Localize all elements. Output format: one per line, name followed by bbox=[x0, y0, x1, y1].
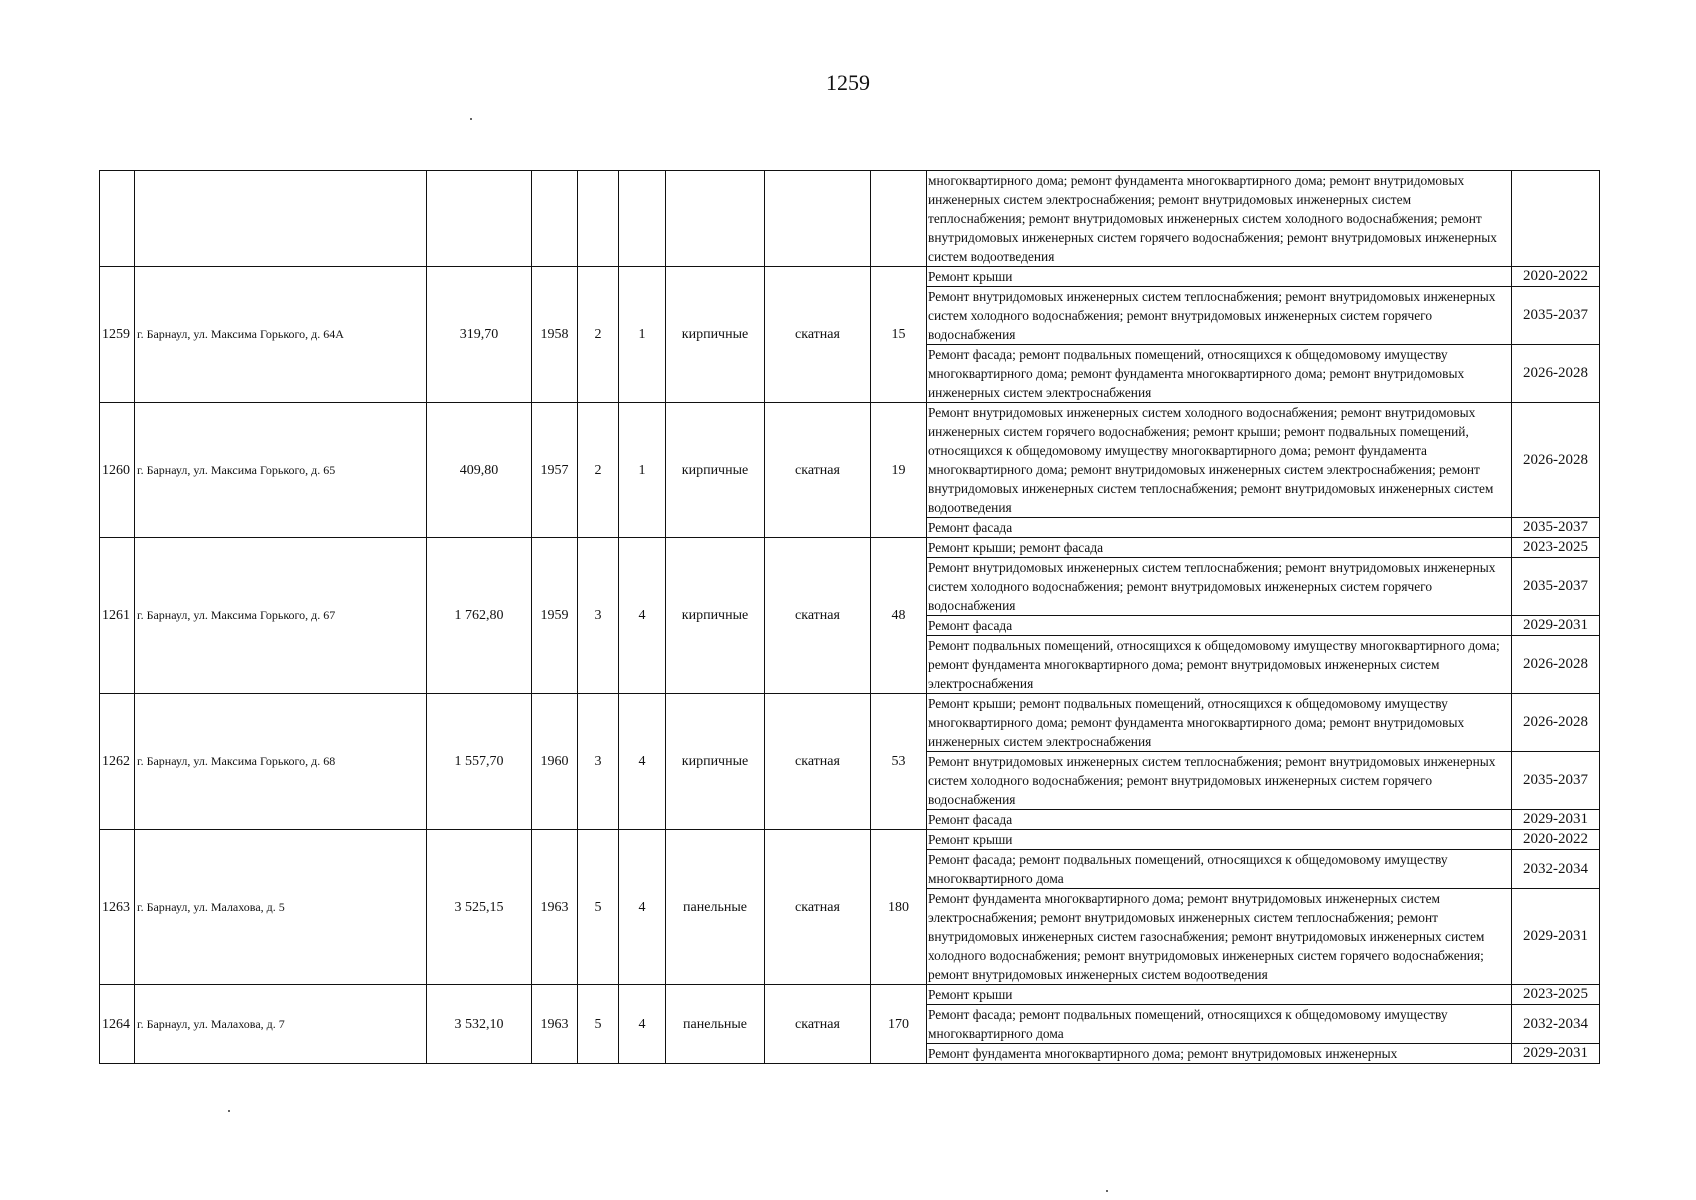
work-period-cell: 2026-2028 bbox=[1512, 345, 1600, 403]
wall-material-cell: кирпичные bbox=[666, 538, 765, 694]
work-period-cell: 2023-2025 bbox=[1512, 985, 1600, 1005]
floors-cell: 3 bbox=[578, 538, 619, 694]
scan-speck bbox=[1106, 1190, 1108, 1192]
work-period-cell bbox=[1512, 171, 1600, 267]
house-number-cell: 1263 bbox=[100, 830, 135, 985]
year-cell: 1959 bbox=[532, 538, 578, 694]
work-description-cell: Ремонт подвальных помещений, относящихся к общедомовому имуществу многоквартирного дома; ремонт фундамента многоквартирного дома; ремонт внутридомовых инженерных систем электроснабжения bbox=[927, 636, 1512, 694]
area-cell bbox=[427, 171, 532, 267]
wall-material-cell: кирпичные bbox=[666, 694, 765, 830]
work-description-cell: Ремонт внутридомовых инженерных систем теплоснабжения; ремонт внутридомовых инженерных систем холодного водоснабжения; ремонт внутридомовых инженерных систем горячего водоснабжения bbox=[927, 287, 1512, 345]
work-description-cell: Ремонт фасада bbox=[927, 616, 1512, 636]
area-cell: 3 525,15 bbox=[427, 830, 532, 985]
table-row bbox=[100, 403, 1600, 518]
entrances-cell: 4 bbox=[619, 830, 666, 985]
floors-cell: 5 bbox=[578, 985, 619, 1064]
residents-cell: 48 bbox=[871, 538, 927, 694]
address-cell bbox=[135, 171, 427, 267]
work-period-cell: 2020-2022 bbox=[1512, 267, 1600, 287]
table-row bbox=[100, 538, 1600, 558]
roof-type-cell: скатная bbox=[765, 538, 871, 694]
area-cell: 409,80 bbox=[427, 403, 532, 538]
house-number-cell: 1261 bbox=[100, 538, 135, 694]
house-number-cell: 1264 bbox=[100, 985, 135, 1064]
residents-cell: 53 bbox=[871, 694, 927, 830]
address-cell: г. Барнаул, ул. Малахова, д. 5 bbox=[135, 830, 427, 985]
area-cell: 3 532,10 bbox=[427, 985, 532, 1064]
work-description-cell: Ремонт внутридомовых инженерных систем теплоснабжения; ремонт внутридомовых инженерных систем холодного водоснабжения; ремонт внутридомовых инженерных систем горячего водоснабжения bbox=[927, 752, 1512, 810]
year-cell: 1960 bbox=[532, 694, 578, 830]
work-period-cell: 2035-2037 bbox=[1512, 518, 1600, 538]
entrances-cell: 1 bbox=[619, 267, 666, 403]
house-number-cell: 1259 bbox=[100, 267, 135, 403]
year-cell: 1957 bbox=[532, 403, 578, 538]
address-cell: г. Барнаул, ул. Максима Горького, д. 68 bbox=[135, 694, 427, 830]
floors-cell: 3 bbox=[578, 694, 619, 830]
table-row bbox=[100, 694, 1600, 752]
year-cell bbox=[532, 171, 578, 267]
page-number: 1259 bbox=[826, 70, 870, 95]
work-description-cell: Ремонт крыши; ремонт фасада bbox=[927, 538, 1512, 558]
work-period-cell: 2026-2028 bbox=[1512, 636, 1600, 694]
wall-material-cell: кирпичные bbox=[666, 403, 765, 538]
address-cell: г. Барнаул, ул. Максима Горького, д. 64А bbox=[135, 267, 427, 403]
year-cell: 1958 bbox=[532, 267, 578, 403]
wall-material-cell: панельные bbox=[666, 830, 765, 985]
residents-cell: 180 bbox=[871, 830, 927, 985]
roof-type-cell: скатная bbox=[765, 985, 871, 1064]
work-description-cell: Ремонт внутридомовых инженерных систем холодного водоснабжения; ремонт внутридомовых инженерных систем горячего водоснабжения; ремонт крыши; ремонт подвальных помещений, относящихся к общедомовому имуществу многоквартирного дома; ремонт фундамента многоквартирного дома; ремонт внутридомовых инженерных систем электроснабжения; ремонт внутридомовых инженерных систем теплоснабжения; ремонт внутридомовых инженерных систем водоотведения bbox=[927, 403, 1512, 518]
floors-cell: 5 bbox=[578, 830, 619, 985]
table-row bbox=[100, 830, 1600, 850]
address-cell: г. Барнаул, ул. Максима Горького, д. 65 bbox=[135, 403, 427, 538]
work-description-cell: Ремонт внутридомовых инженерных систем теплоснабжения; ремонт внутридомовых инженерных систем холодного водоснабжения; ремонт внутридомовых инженерных систем горячего водоснабжения bbox=[927, 558, 1512, 616]
work-period-cell: 2035-2037 bbox=[1512, 287, 1600, 345]
work-description-cell: Ремонт фасада; ремонт подвальных помещений, относящихся к общедомовому имуществу многоквартирного дома bbox=[927, 1005, 1512, 1044]
table-row bbox=[100, 171, 1600, 267]
residents-cell bbox=[871, 171, 927, 267]
work-description-cell: Ремонт фасада bbox=[927, 518, 1512, 538]
floors-cell: 2 bbox=[578, 403, 619, 538]
residents-cell: 170 bbox=[871, 985, 927, 1064]
work-period-cell: 2026-2028 bbox=[1512, 694, 1600, 752]
work-period-cell: 2029-2031 bbox=[1512, 889, 1600, 985]
address-cell: г. Барнаул, ул. Максима Горького, д. 67 bbox=[135, 538, 427, 694]
housing-repair-table bbox=[99, 170, 1600, 1064]
area-cell: 1 762,80 bbox=[427, 538, 532, 694]
work-description-cell: Ремонт фасада; ремонт подвальных помещений, относящихся к общедомовому имуществу многоквартирного дома; ремонт фундамента многоквартирного дома; ремонт внутридомовых инженерных систем электроснабжения bbox=[927, 345, 1512, 403]
work-description-cell: многоквартирного дома; ремонт фундамента многоквартирного дома; ремонт внутридомовых инженерных систем электроснабжения; ремонт внутридомовых инженерных систем теплоснабжения; ремонт внутридомовых инженерных систем холодного водоснабжения; ремонт внутридомовых инженерных систем горячего водоснабжения; ремонт внутридомовых инженерных систем водоотведения bbox=[927, 171, 1512, 267]
floors-cell: 2 bbox=[578, 267, 619, 403]
roof-type-cell bbox=[765, 171, 871, 267]
entrances-cell: 1 bbox=[619, 403, 666, 538]
work-description-cell: Ремонт крыши bbox=[927, 985, 1512, 1005]
work-period-cell: 2029-2031 bbox=[1512, 616, 1600, 636]
area-cell: 319,70 bbox=[427, 267, 532, 403]
roof-type-cell: скатная bbox=[765, 830, 871, 985]
work-period-cell: 2026-2028 bbox=[1512, 403, 1600, 518]
area-cell: 1 557,70 bbox=[427, 694, 532, 830]
wall-material-cell: панельные bbox=[666, 985, 765, 1064]
work-description-cell: Ремонт крыши; ремонт подвальных помещений, относящихся к общедомовому имуществу многоквартирного дома; ремонт фундамента многоквартирного дома; ремонт внутридомовых инженерных систем электроснабжения bbox=[927, 694, 1512, 752]
work-period-cell: 2035-2037 bbox=[1512, 752, 1600, 810]
house-number-cell: 1260 bbox=[100, 403, 135, 538]
roof-type-cell: скатная bbox=[765, 694, 871, 830]
work-period-cell: 2029-2031 bbox=[1512, 810, 1600, 830]
work-period-cell: 2032-2034 bbox=[1512, 1005, 1600, 1044]
entrances-cell: 4 bbox=[619, 538, 666, 694]
table-row bbox=[100, 267, 1600, 287]
table-row bbox=[100, 985, 1600, 1005]
residents-cell: 15 bbox=[871, 267, 927, 403]
roof-type-cell: скатная bbox=[765, 267, 871, 403]
work-period-cell: 2023-2025 bbox=[1512, 538, 1600, 558]
work-period-cell: 2032-2034 bbox=[1512, 850, 1600, 889]
scan-speck bbox=[228, 1110, 230, 1112]
work-description-cell: Ремонт фасада bbox=[927, 810, 1512, 830]
entrances-cell bbox=[619, 171, 666, 267]
work-description-cell: Ремонт крыши bbox=[927, 830, 1512, 850]
wall-material-cell: кирпичные bbox=[666, 267, 765, 403]
residents-cell: 19 bbox=[871, 403, 927, 538]
house-number-cell: 1262 bbox=[100, 694, 135, 830]
work-description-cell: Ремонт крыши bbox=[927, 267, 1512, 287]
work-period-cell: 2020-2022 bbox=[1512, 830, 1600, 850]
entrances-cell: 4 bbox=[619, 694, 666, 830]
work-description-cell: Ремонт фасада; ремонт подвальных помещений, относящихся к общедомовому имуществу многоквартирного дома bbox=[927, 850, 1512, 889]
work-description-cell: Ремонт фундамента многоквартирного дома; ремонт внутридомовых инженерных bbox=[927, 1044, 1512, 1064]
wall-material-cell bbox=[666, 171, 765, 267]
year-cell: 1963 bbox=[532, 985, 578, 1064]
year-cell: 1963 bbox=[532, 830, 578, 985]
house-number-cell bbox=[100, 171, 135, 267]
work-period-cell: 2029-2031 bbox=[1512, 1044, 1600, 1064]
work-period-cell: 2035-2037 bbox=[1512, 558, 1600, 616]
floors-cell bbox=[578, 171, 619, 267]
roof-type-cell: скатная bbox=[765, 403, 871, 538]
work-description-cell: Ремонт фундамента многоквартирного дома; ремонт внутридомовых инженерных систем электроснабжения; ремонт внутридомовых инженерных систем теплоснабжения; ремонт внутридомовых инженерных систем газоснабжения; ремонт внутридомовых инженерных систем холодного водоснабжения; ремонт внутридомовых инженерных систем горячего водоснабжения; ремонт внутридомовых инженерных систем водоотведения bbox=[927, 889, 1512, 985]
entrances-cell: 4 bbox=[619, 985, 666, 1064]
scan-speck bbox=[470, 118, 472, 120]
address-cell: г. Барнаул, ул. Малахова, д. 7 bbox=[135, 985, 427, 1064]
